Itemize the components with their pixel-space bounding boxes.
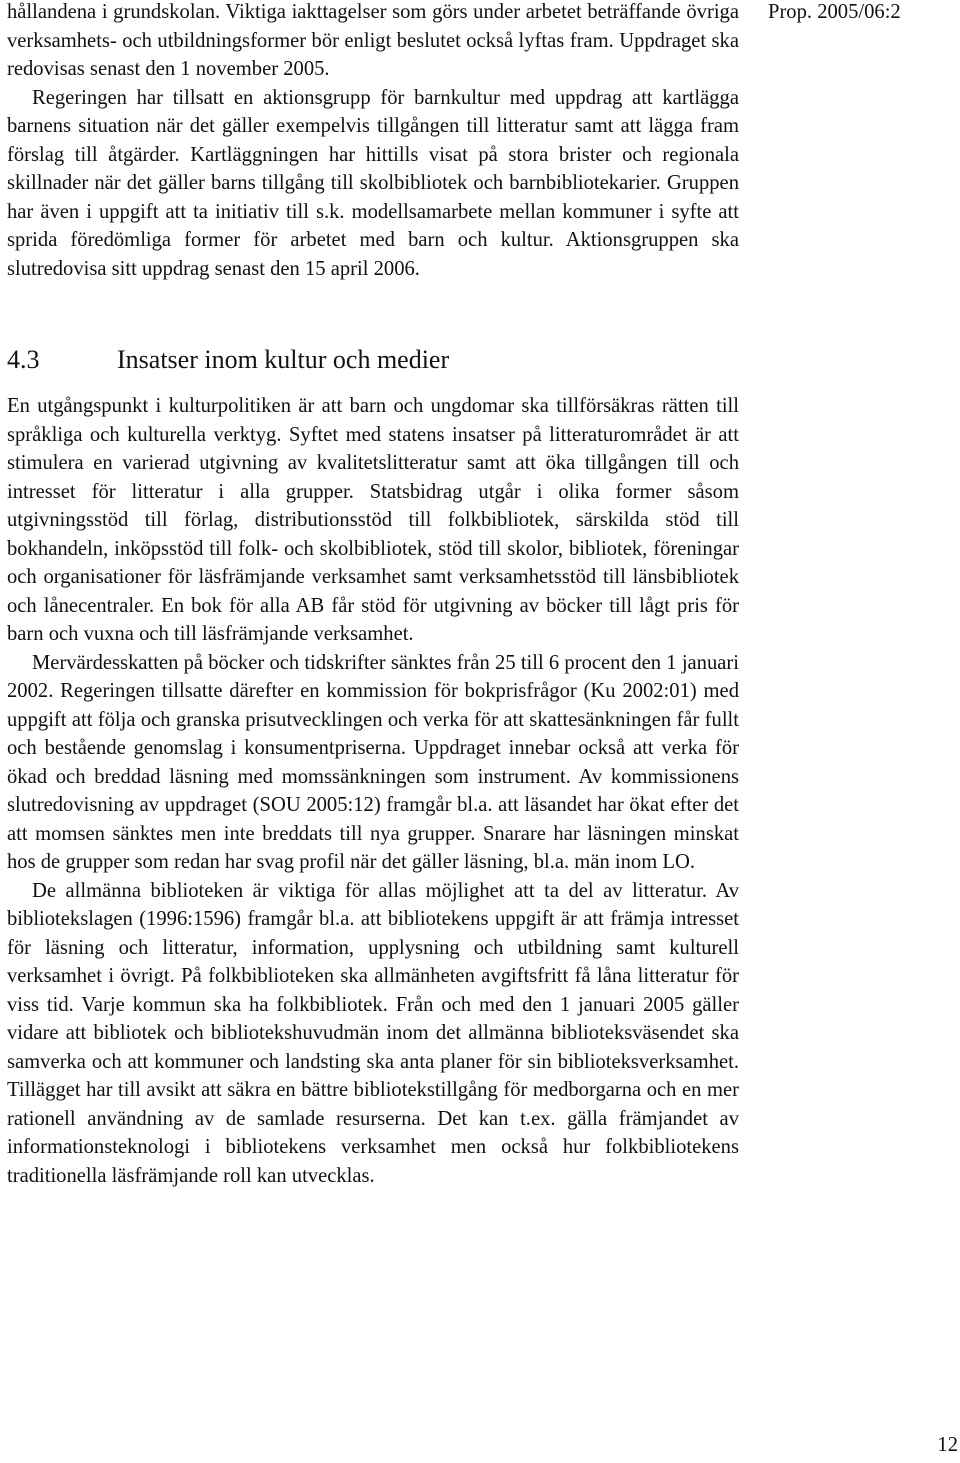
paragraph-mervardesskatt: Mervärdesskatten på böcker och tidskrifter sänktes från 25 till 6 procent den 1 januari 2002. Regeringen tillsatte därefter en kommission för bokprisfrågor (Ku 2002:01) med uppgift att följa och granska prisutvecklingen och verka för att skattesänkningen får fullt och bestående genomslag i konsumentpriserna. Uppdraget innebar också att verka för ökad och breddad läsning med momssänkningen som instrument. Av kommissionens slutredovisning av uppdraget (SOU 2005:12) framgår bl.a. att läsandet har ökat efter det att momsen sänktes men inte breddats till nya grupper. Snarare har läsningen minskat hos de grupper som redan har svag profil när det gäller läsning, bl.a. män inom LO. <box>7 651 739 873</box>
paragraph-continuation: hållandena i grundskolan. Viktiga iakttagelser som görs under arbetet beträffande övriga verksamhets- och utbildningsformer bör enligt beslutet också lyftas fram. Uppdraget ska redovisas senast den 1 november 2005. <box>7 1 739 80</box>
page-number: 12 <box>937 1434 958 1456</box>
proposition-label: Prop. 2005/06:2 <box>768 1 901 23</box>
section-number: 4.3 <box>7 345 40 374</box>
paragraph-aktionsgrupp: Regeringen har tillsatt en aktionsgrupp för barnkultur med uppdrag att kartlägga barnens situation när det gäller exempelvis tillgången till litteratur samt att lägga fram förslag till åtgärder. Kartläggningen har hittills visat på stora brister och regionala skillnader när det gäller barns tillgång till skolbibliotek och barnbibliotekarier. Gruppen har även i uppgift att ta initiativ till s.k. modellsamarbete mellan kommuner i syfte att sprida föredömliga former för arbetet med barn och kultur. Aktionsgruppen ska slutredovisa sitt uppdrag senast den 15 april 2006. <box>7 86 739 280</box>
paragraph-kulturpolitik: En utgångspunkt i kulturpolitiken är att barn och ungdomar ska tillförsäkras rätten till språkliga och kulturella verktyg. Syftet med statens insatser på litteraturområdet är att stimulera en varierad utgivning av kvalitetslitteratur samt att öka tillgången till och intresset för litteratur i alla grupper. Statsbidrag utgår i olika former såsom utgivningsstöd till förlag, distributionsstöd till folkbibliotek, särskilda stöd till bokhandeln, inköpsstöd till folk- och skolbibliotek, stöd till skolor, bibliotek, föreningar och organisationer för läsfrämjande verksamhet samt verksamhetsstöd till länsbibliotek och lånecentraler. En bok för alla AB får stöd för utgivning av böcker till lågt pris för barn och vuxna och till läsfrämjande verksamhet. <box>7 395 739 645</box>
paragraph-bibliotek: De allmänna biblioteken är viktiga för allas möjlighet att ta del av litteratur. Av bibliotekslagen (1996:1596) framgår bl.a. att bibliotekens uppgift är att främja intresset för läsning och litteratur, information, upplysning och utbildning samt kulturell verksamhet i övrigt. På folkbiblioteken ska allmänheten avgiftsfritt få låna litteratur för viss tid. Varje kommun ska ha folkbibliotek. Från och med den 1 januari 2005 gäller vidare att bibliotek och bibliotekshuvudmän inom det allmänna biblioteksväsendet ska samverka och att kommuner och landsting ska anta planer för sin biblioteksverksamhet. Tillägget har till avsikt att säkra en bättre bibliotekstillgång för medborgarna och en mer rationell användning av de samlade resurserna. Det kan t.ex. gälla främjandet av informationsteknologi i bibliotekens verksamhet men också hur folkbibliotekens traditionella läsfrämjande roll kan utvecklas. <box>7 879 739 1187</box>
section-heading <box>7 345 739 375</box>
section-title: Insatser inom kultur och medier <box>117 345 450 374</box>
page-content <box>7 0 739 1190</box>
